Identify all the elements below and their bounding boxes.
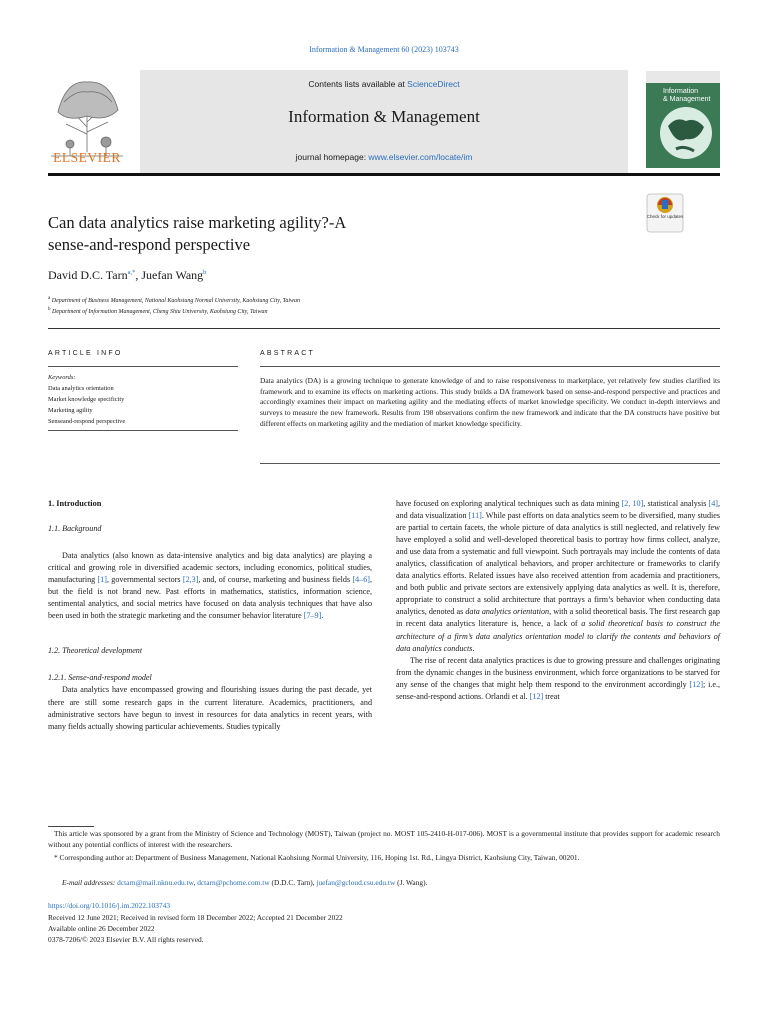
- paragraph-text: ; i.e., sense-and-respond actions. Orlandi et al.: [396, 679, 721, 701]
- email-link[interactable]: dctarn@mail.nknu.edu.tw: [117, 878, 194, 887]
- journal-cover-image: [646, 71, 720, 168]
- homepage-prefix: journal homepage:: [295, 152, 369, 162]
- journal-title: Information & Management: [288, 107, 480, 126]
- subsection-heading-theoretical-development: 1.2. Theoretical development: [48, 646, 143, 656]
- section-heading-introduction: 1. Introduction: [48, 499, 102, 508]
- email-separator: ,: [193, 878, 198, 887]
- elsevier-wordmark: ELSEVIER: [53, 150, 121, 165]
- email-link[interactable]: dctarn@pchome.com.tw: [197, 878, 270, 887]
- subsection-heading-background: 1.1. Background: [48, 524, 102, 534]
- received-dates: Received 12 June 2021; Received in revised form 18 December 2022; Accepted 21 December 2022: [48, 913, 343, 922]
- journal-homepage-line: [140, 152, 628, 162]
- footnote-emails: [48, 877, 734, 888]
- homepage-link[interactable]: www.elsevier.com/locate/im: [368, 152, 473, 162]
- citation-link[interactable]: [11]: [468, 511, 482, 521]
- email-label: E-mail addresses:: [62, 878, 118, 887]
- abstract-bottom-divider: [260, 463, 720, 464]
- author-list: [48, 268, 206, 283]
- citation-link[interactable]: [4–6]: [352, 575, 370, 585]
- footnote-funding: This article was sponsored by a grant from the Ministry of Science and Technology (MOST), Taiwan (project no. MOST 105-2410-H-017-006). MOST is a governmental institute that provides support for academic research without any potential conflicts of interest with the researchers.: [48, 829, 720, 849]
- doi-link[interactable]: [48, 900, 720, 911]
- keyword-item: Marketing agility: [48, 407, 93, 414]
- affiliation-text: Department of Business Management, National Kaohsiung Normal University, Kaohsiung City, Taiwan: [51, 298, 301, 304]
- paragraph: [396, 498, 720, 655]
- paragraph-text: , governmental sectors: [106, 575, 183, 585]
- emphasis-text: data analytics orientation: [465, 607, 550, 617]
- author-name[interactable]: Juefan Wang: [141, 268, 204, 282]
- article-title-line1: Can data analytics raise marketing agility?-A: [48, 213, 347, 232]
- paragraph-text: , and data visualization: [396, 499, 721, 521]
- keywords-divider: [48, 430, 238, 431]
- paragraph-text: treat: [543, 691, 560, 701]
- body-right-column: [396, 498, 720, 703]
- email-owner: (D.D.C. Tarn),: [269, 878, 317, 887]
- title-divider: [48, 328, 720, 329]
- sciencedirect-link[interactable]: ScienceDirect: [407, 79, 460, 89]
- affiliation-text: Department of Information Management, Cheng Shiu University, Kaohsiung City, Taiwan: [52, 309, 268, 315]
- keywords-block: [48, 372, 125, 427]
- footnote-divider: [48, 826, 94, 827]
- body-left-column: [48, 498, 372, 733]
- author-name[interactable]: David D.C. Tarn: [48, 268, 128, 282]
- keyword-item: Senseand-respond perspective: [48, 418, 126, 425]
- citation-link[interactable]: [12]: [529, 691, 544, 701]
- journal-reference-link[interactable]: Information & Management 60 (2023) 103743: [309, 45, 459, 54]
- paragraph-text: The rise of recent data analytics practices is due to growing pressure and challenges originating from the dynamic changes in the business environment, which force organizations to be starved for any sense of the changes that might help them respond to the environment accordingly: [396, 655, 720, 689]
- cover-title-line1: Information: [663, 88, 699, 95]
- citation-link[interactable]: [4]: [708, 499, 718, 508]
- paragraph-text: , but the field is not brand new. Past efforts in mathematics, statistics, information science, sentimental analytics, and social metrics have focused on data analysis techniques that have also been used in both the strategic marketing and the consumer behavior literature: [48, 575, 372, 621]
- article-title-line2: sense-and-respond perspective: [48, 235, 251, 254]
- paragraph-text: , and, of course, marketing and business fields: [198, 575, 353, 585]
- citation-link[interactable]: [1]: [97, 575, 107, 585]
- citation-link[interactable]: [2,3]: [182, 575, 199, 585]
- paragraph-text: . While past efforts on data analytics seem to be diversified, many studies are partial to certain facets, the whole picture of data analytics is still neglected, and relatively few have employed a solid and well-developed theoretical basis to portray how firms collect, analyze, and use data from a systematic and full viewpoint. Such portrayals may include the contents of data analytics, classification of analytical behaviors, and proper architecture or frameworks to clarify data analytics efforts. Related issues have also received attention from academia and practitioners, and both public and private sectors are extensively applying data analytics as well. It is, therefore, appropriate to construct a solid architecture that portrays a firm’s behavior when conducting data analytics, denoted as: [396, 511, 720, 617]
- globe-cover-icon: [646, 71, 720, 168]
- keywords-label: Keywords:: [48, 374, 76, 381]
- citation-link[interactable]: [7–9]: [303, 611, 322, 621]
- emphasis-text: a solid theoretical basis to construct the architecture of a firm’s data analytics orientation model to clarify the contents and behaviors of data analytics conducts: [396, 619, 721, 653]
- affiliation-a: [48, 296, 300, 304]
- paragraph-text: .: [321, 611, 324, 621]
- paragraph-text: Data analytics (also known as data-intensive analytics and big data analytics) are playing a critical and growing role in diversified academic sectors, including economics, political studies, manufacturing: [48, 551, 372, 585]
- copyright-notice: 0378-7206/© 2023 Elsevier B.V. All rights reserved.: [48, 935, 204, 944]
- citation-link[interactable]: [12]: [689, 679, 704, 689]
- article-info-divider: [48, 366, 238, 367]
- abstract-divider: [260, 366, 720, 367]
- header-divider: [48, 173, 720, 176]
- abstract-text: Data analytics (DA) is a growing technique to generate knowledge of and to raise responsiveness to marketplace, yet relatively few studies clarified its framework and to examine its effects on marketing actions. This study builds a DA framework based on sense-and-respond perspective and practices and accordingly examines their impact on marketing agility and the mediating effects of market knowledge specificity. We conduct in-depth interviews and surveys to measure the new framework. Results from 198 observations confirm the new framework and indicate that the DA constructs have positive but different effects on marketing agility and the mediation of market knowledge specificity.: [260, 376, 720, 428]
- paragraph: Data analytics have encompassed growing and flourishing issues during the past decade, yet there are still some research gaps in the current literature. Academics, practitioners, and administrative sectors have begun to invest in resources for data analytics in recent years, with many fields actually showing particular achievements. Studies typically: [48, 685, 372, 731]
- subsubsection-heading-sense-and-respond: 1.2.1. Sense-and-respond model: [48, 673, 152, 683]
- citation-link[interactable]: [2, 10]: [621, 499, 644, 508]
- author-affiliation-marker[interactable]: a,*: [127, 269, 136, 276]
- author-separator: ,: [135, 268, 142, 282]
- contents-prefix: Contents lists available at: [308, 79, 408, 89]
- check-for-updates-icon[interactable]: [646, 193, 684, 233]
- article-title: [48, 212, 588, 256]
- keyword-item: Data analytics orientation: [48, 385, 114, 392]
- abstract-heading: ABSTRACT: [260, 350, 315, 357]
- author-affiliation-marker[interactable]: b: [203, 269, 207, 276]
- cover-title-line2: & Management: [663, 96, 711, 103]
- paragraph: [396, 655, 720, 703]
- paragraph-text: have focused on exploring analytical techniques such as data mining: [396, 499, 622, 508]
- available-online-date: Available online 26 December 2022: [48, 924, 155, 933]
- keyword-item: Market knowledge specificity: [48, 396, 125, 403]
- article-info-heading: ARTICLE INFO: [48, 350, 123, 357]
- paragraph-text: .: [472, 643, 475, 653]
- email-link[interactable]: juefan@gcloud.csu.edu.tw: [316, 878, 396, 887]
- footnote-corresponding-author: * Corresponding author at: Department of Business Management, National Kaohsiung Normal University, 116, Hoping 1st. Rd., Lingya District, Kaohsiung City, Taiwan, 00201.: [54, 853, 580, 862]
- paragraph: [48, 550, 372, 622]
- affiliation-b: [48, 307, 267, 315]
- cover-title: [663, 88, 710, 104]
- contents-available-line: [140, 79, 628, 89]
- affiliation-marker: a: [48, 296, 51, 301]
- check-for-updates-label[interactable]: Check for updates: [646, 214, 684, 219]
- affiliation-marker: b: [48, 307, 51, 312]
- doi-text[interactable]: https://doi.org/10.1016/j.im.2022.103743: [48, 901, 171, 910]
- email-owner: (J. Wang).: [395, 878, 428, 887]
- paragraph-text: , statistical analysis: [643, 499, 709, 508]
- paragraph-text: , with a solid theoretical basis. The first research gap in recent data analytics literature is, hence, a lack of: [396, 607, 720, 629]
